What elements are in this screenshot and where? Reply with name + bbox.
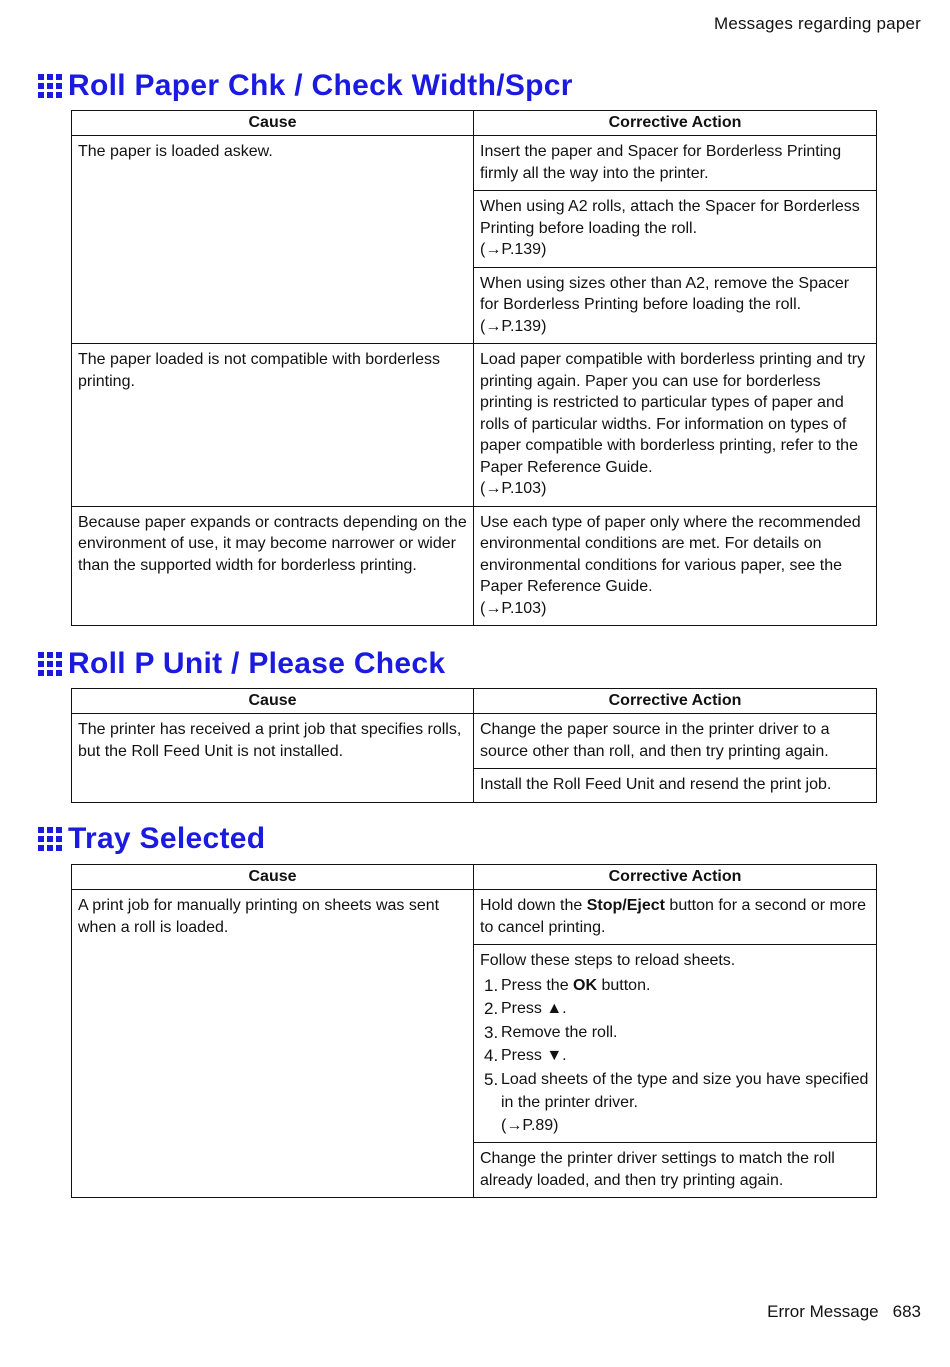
running-header: Messages regarding paper — [713, 14, 921, 33]
cause-header: Cause — [72, 865, 474, 890]
section-title-tray-selected — [38, 821, 265, 857]
step-number: 3. — [484, 1022, 499, 1042]
action-text: Load paper compatible with borderless printing and try printing again. Paper you can use for borderless printing is restricted to particular types of paper and rolls of particular widths. For information on types of paper compatible with borderless printing, refer to the Paper Reference Guide. — [480, 351, 866, 476]
table-row — [72, 506, 877, 626]
action-header: Corrective Action — [474, 865, 877, 890]
page-reference-link[interactable]: (→P.139) — [480, 241, 547, 258]
action-cell — [474, 506, 877, 626]
action-text: When using sizes other than A2, remove the Spacer for Borderless Printing before loading the roll. — [480, 274, 850, 313]
table-row — [72, 136, 877, 191]
page-reference-link[interactable]: (→P.89) — [501, 1116, 559, 1134]
step-text: Remove the roll. — [501, 1023, 618, 1041]
grid-icon — [38, 652, 62, 676]
section-title-roll-p-unit — [38, 646, 445, 682]
table-row — [72, 344, 877, 507]
page-reference-link[interactable]: (→P.139) — [480, 317, 547, 335]
cause-header: Cause — [72, 689, 474, 714]
table-header-row — [72, 689, 877, 714]
cause-cell: The paper is loaded askew. — [72, 136, 474, 344]
roll-p-unit-table — [71, 688, 877, 803]
grid-icon — [38, 827, 62, 851]
step-item — [480, 974, 870, 998]
action-text: Use each type of paper only where the recommended environmental conditions are met. For details on environmental conditions for various paper, see the Paper Reference Guide. — [480, 513, 861, 595]
step-text: Press ▼. — [501, 1047, 567, 1064]
step-text: button. — [597, 976, 651, 994]
grid-icon — [38, 74, 62, 98]
action-text: button for a second or more to cancel printing. — [480, 897, 866, 936]
table-row — [72, 890, 877, 945]
ok-button-label: OK — [573, 976, 598, 994]
step-item — [480, 1068, 870, 1115]
section-title-roll-paper-chk — [38, 68, 573, 104]
step-text: Press the — [501, 976, 574, 994]
action-cell — [474, 890, 877, 945]
section-title-text: Roll Paper Chk / Check Width/Spcr — [68, 69, 573, 102]
step-item — [480, 1044, 870, 1068]
action-cell — [474, 267, 877, 344]
cause-cell: The paper loaded is not compatible with borderless printing. — [72, 344, 474, 507]
page-number: 683 — [892, 1302, 921, 1321]
page-reference-link[interactable]: (→P.103) — [480, 480, 547, 497]
action-cell: Change the paper source in the printer driver to a source other than roll, and then try printing again. — [474, 714, 877, 769]
cause-header: Cause — [72, 111, 474, 136]
tray-selected-table — [71, 864, 877, 1198]
action-cell: Change the printer driver settings to match the roll already loaded, and then try printing again. — [474, 1143, 877, 1198]
table-header-row — [72, 865, 877, 890]
cause-cell: The printer has received a print job that specifies rolls, but the Roll Feed Unit is not installed. — [72, 714, 474, 803]
table-header-row — [72, 111, 877, 136]
page-footer — [767, 1302, 921, 1322]
steps-intro: Follow these steps to reload sheets. — [480, 952, 736, 969]
cause-cell: A print job for manually printing on sheets was sent when a roll is loaded. — [72, 890, 474, 1198]
footer-label: Error Message — [767, 1302, 879, 1321]
section-title-text: Tray Selected — [68, 822, 266, 855]
action-cell — [474, 191, 877, 268]
action-text: When using A2 rolls, attach the Spacer for Borderless Printing before loading the roll. — [480, 198, 860, 237]
stop-eject-button-label: Stop/Eject — [586, 897, 665, 914]
step-number: 4. — [484, 1046, 499, 1065]
step-text: Press ▲. — [501, 1000, 567, 1017]
step-number: 1. — [484, 975, 499, 995]
action-header: Corrective Action — [474, 111, 877, 136]
steps-list — [480, 974, 870, 1115]
section-title-text: Roll P Unit / Please Check — [68, 647, 446, 680]
action-cell: Install the Roll Feed Unit and resend the print job. — [474, 769, 877, 803]
action-cell — [474, 945, 877, 1143]
step-text: Load sheets of the type and size you have specified in the printer driver. — [501, 1070, 869, 1111]
step-number: 5. — [484, 1069, 499, 1089]
step-item — [480, 997, 870, 1021]
action-cell: Insert the paper and Spacer for Borderless Printing firmly all the way into the printer. — [474, 136, 877, 191]
action-text: Hold down the — [480, 897, 587, 914]
cause-cell: Because paper expands or contracts depending on the environment of use, it may become narrower or wider than the supported width for borderless printing. — [72, 506, 474, 626]
page-reference-link[interactable]: (→P.103) — [480, 599, 547, 617]
action-header: Corrective Action — [474, 689, 877, 714]
action-cell — [474, 344, 877, 507]
step-item — [480, 1021, 870, 1045]
table-row — [72, 714, 877, 769]
roll-paper-chk-table — [71, 110, 877, 626]
step-number: 2. — [484, 999, 499, 1018]
